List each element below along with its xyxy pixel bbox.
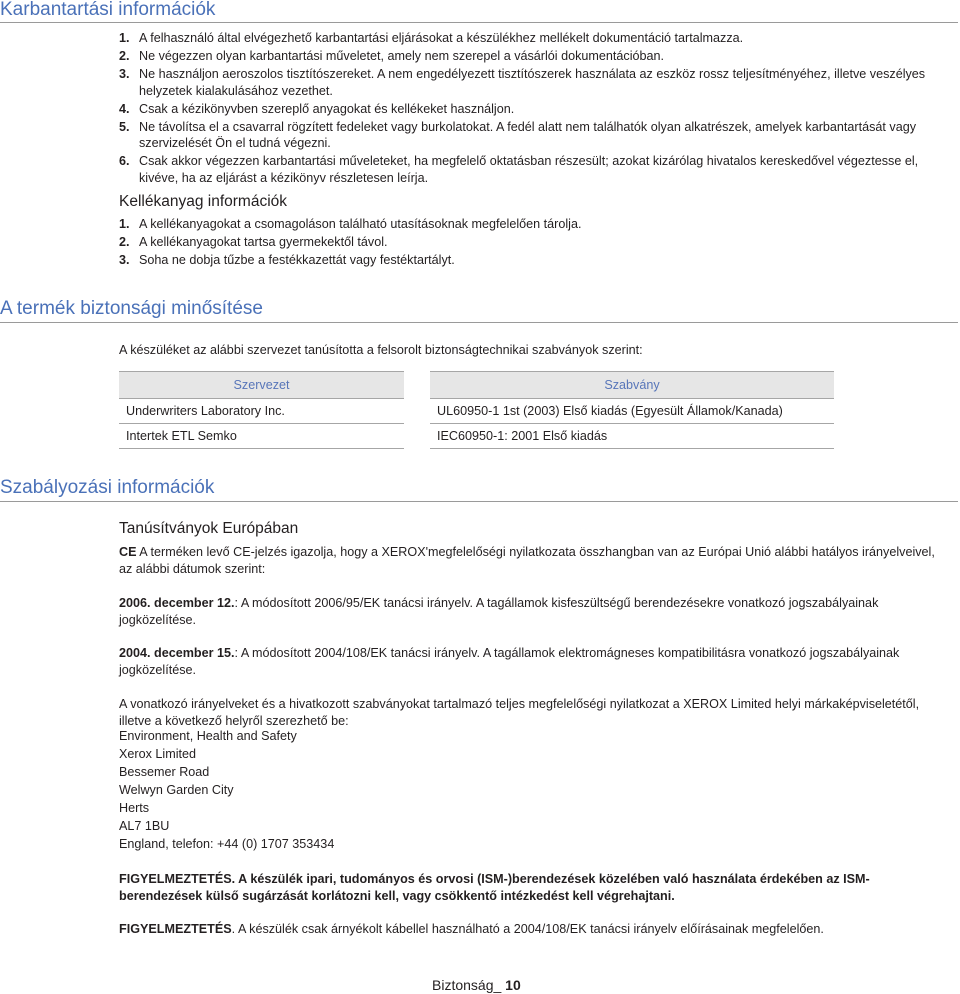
- consumables-list: [119, 216, 955, 270]
- table-header-organization: Szervezet: [119, 372, 404, 399]
- date-label: 2006. december 12.: [119, 596, 235, 610]
- contact-address: [119, 727, 949, 853]
- address-line: AL7 1BU: [119, 819, 170, 833]
- table-header-standard: Szabvány: [430, 372, 834, 399]
- list-item: 4. Csak a kézikönyvben szereplő anyagokat és kellékeket használjon.: [119, 101, 515, 116]
- warning-paragraph-2: FIGYELMEZTETÉS. A készülék csak árnyékolt kábellel használható a 2004/108/EK tanácsi irányelv előírásainak megfelelően.: [119, 922, 824, 936]
- address-line: Environment, Health and Safety: [119, 729, 297, 743]
- certification-intro: A készüléket az alábbi szervezet tanúsította a felsorolt biztonságtechnikai szabványok szerint:: [119, 343, 643, 357]
- table-cell: UL60950-1 1st (2003) Első kiadás (Egyesült Államok/Kanada): [430, 399, 834, 424]
- table-cell: Intertek ETL Semko: [119, 424, 404, 449]
- page-number: 10: [501, 977, 521, 993]
- maintenance-list: [119, 30, 955, 188]
- date-label: 2004. december 15.: [119, 646, 235, 660]
- list-item: 1. A kellékanyagokat a csomagoláson található utasításoknak megfelelően tárolja.: [119, 217, 582, 231]
- section-divider: [0, 501, 958, 502]
- address-line: England, telefon: +44 (0) 1707 353434: [119, 837, 335, 851]
- subsection-title-europe: Tanúsítványok Európában: [119, 520, 299, 537]
- table-row: [119, 424, 834, 449]
- table-row: [119, 399, 834, 424]
- table-cell: Underwriters Laboratory Inc.: [119, 399, 404, 424]
- list-item: 3. Soha ne dobja tűzbe a festékkazettát vagy festéktartályt.: [119, 253, 455, 267]
- section-title-certification: A termék biztonsági minősítése: [0, 298, 263, 319]
- certification-table: [119, 371, 834, 449]
- list-item: 2. A kellékanyagokat tartsa gyermekektől távol.: [119, 235, 388, 249]
- list-item: 5. Ne távolítsa el a csavarral rögzített fedeleket vagy burkolatokat. A fedél alatt nem találhatók olyan alkatrészek, amelyek karbantartását vagy szervizelését Ön el tudná végezni.: [119, 119, 917, 150]
- warning-label: FIGYELMEZTETÉS: [119, 922, 232, 936]
- list-item: 2. Ne végezzen olyan karbantartási műveletet, amely nem szerepel a vásárlói dokumentációban.: [119, 49, 665, 63]
- address-line: Xerox Limited: [119, 747, 196, 761]
- directive-paragraph-2: 2004. december 15.: A módosított 2004/108/EK tanácsi irányelv. A tagállamok elektromágneses kompatibilitásra vonatkozó jogszabályainak jogközelítése.: [119, 646, 900, 677]
- section-title-regulatory: Szabályozási információk: [0, 477, 215, 498]
- warning-paragraph-1: FIGYELMEZTETÉS. A készülék ipari, tudományos és orvosi (ISM-)berendezések közelében való használata érdekében az ISM-berendezések külső sugárzását korlátozni kell, vagy csökkentő intézkedést kell végrehajtani.: [119, 872, 870, 903]
- subsection-title-consumables: Kellékanyag információk: [119, 193, 288, 210]
- page-footer: [432, 977, 521, 993]
- ce-paragraph: CE A terméken levő CE-jelzés igazolja, hogy a XEROX'megfelelőségi nyilatkozata összhangban van az Európai Unió alábbi hatályos irányelveivel, az alábbi dátumok szerint:: [119, 545, 935, 576]
- contact-intro: A vonatkozó irányelveket és a hivatkozott szabványokat tartalmazó teljes megfelelőségi nyilatkozat a XEROX Limited helyi márkaképviseletétől, illetve a következő helyről szerezhető be:: [119, 697, 920, 728]
- list-item: 3. Ne használjon aeroszolos tisztítószereket. A nem engedélyezett tisztítószerek használata az eszköz rossz teljesítményéhez, illetve veszélyes helyzetek kialakulásához vezethet.: [119, 67, 926, 98]
- section-divider: [0, 322, 958, 323]
- table-cell: IEC60950-1: 2001 Első kiadás: [430, 424, 834, 449]
- list-item: 1. A felhasználó által elvégezhető karbantartási eljárásokat a készülékhez mellékelt dokumentáció tartalmazza.: [119, 31, 744, 45]
- ce-label: CE: [119, 545, 137, 559]
- warning-label: FIGYELMEZTETÉS: [119, 872, 232, 886]
- directive-paragraph-1: 2006. december 12.: A módosított 2006/95/EK tanácsi irányelv. A tagállamok kisfeszültségű berendezésekre vonatkozó jogszabályainak jogközelítése.: [119, 596, 879, 627]
- address-line: Welwyn Garden City: [119, 783, 234, 797]
- section-title-maintenance: Karbantartási információk: [0, 0, 216, 20]
- address-line: Bessemer Road: [119, 765, 210, 779]
- footer-label: Biztonság_: [432, 977, 502, 993]
- section-divider: [0, 22, 958, 23]
- address-line: Herts: [119, 801, 150, 815]
- list-item: 6. Csak akkor végezzen karbantartási műveleteket, ha megfelelő oktatásban részesült; azokat kizárólag hivatalos kereskedővel végeztesse el, kivéve, ha az eljárást a kézikönyv részletesen leírja.: [119, 154, 919, 185]
